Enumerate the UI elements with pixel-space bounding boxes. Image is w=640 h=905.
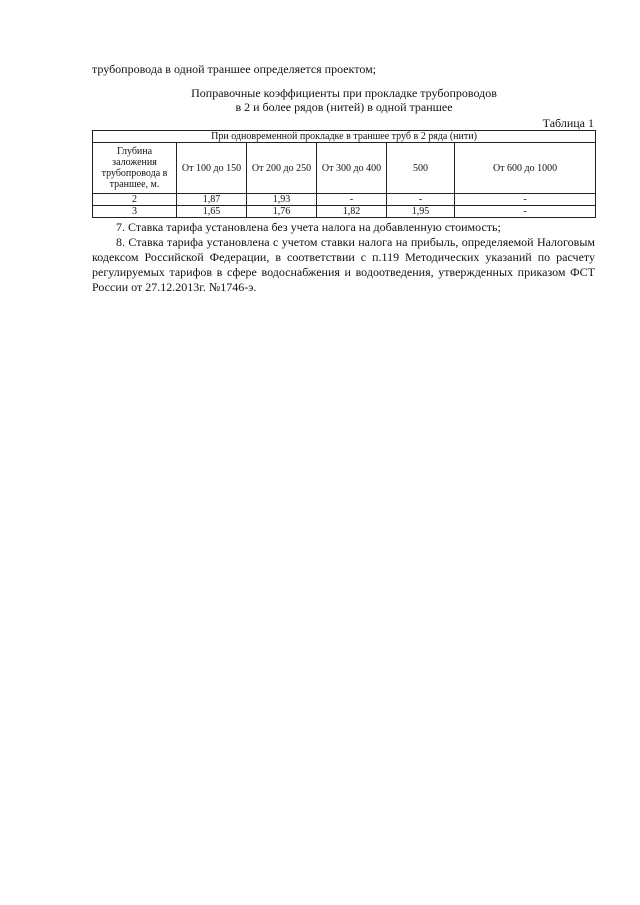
table-cell: 1,93 xyxy=(247,194,317,206)
header-200-250: От 200 до 250 xyxy=(247,143,317,194)
paragraph-8: 8. Ставка тарифа установлена с учетом ставки налога на прибыль, определяемой Налоговым кодексом Российской Федерации, в соответствии с п.119 Методических указаний по расчету регулируемых тарифов в сфере водоснабжения и водоотведения, утвержденных приказом ФСТ России от 27.12.2013г. №1746-э. xyxy=(92,235,595,294)
header-100-150: От 100 до 150 xyxy=(177,143,247,194)
header-300-400: От 300 до 400 xyxy=(317,143,387,194)
table-cell: 2 xyxy=(93,194,177,206)
table-cell: 1,76 xyxy=(247,206,317,218)
table-header-row xyxy=(93,143,596,194)
table-title xyxy=(92,86,596,114)
table-cell: - xyxy=(455,206,596,218)
coefficients-table xyxy=(92,130,596,218)
table-cell: 1,65 xyxy=(177,206,247,218)
table-cell: 1,95 xyxy=(387,206,455,218)
table-title-line-1: Поправочные коэффициенты при прокладке трубопроводов xyxy=(191,86,497,100)
table-cell: - xyxy=(317,194,387,206)
table-label: Таблица 1 xyxy=(542,116,594,130)
header-depth: Глубина заложения трубопровода в траншее, м. xyxy=(93,143,177,194)
table-row xyxy=(93,206,596,218)
table-cell: 3 xyxy=(93,206,177,218)
table-cell: - xyxy=(387,194,455,206)
table-cell: 1,82 xyxy=(317,206,387,218)
table-title-line-2: в 2 и более рядов (нитей) в одной траншее xyxy=(235,100,453,114)
table-row xyxy=(93,194,596,206)
table-cell: - xyxy=(455,194,596,206)
table-cell: 1,87 xyxy=(177,194,247,206)
intro-line: трубопровода в одной траншее определяется проектом; xyxy=(92,62,377,76)
table-caption: При одновременной прокладке в траншее труб в 2 ряда (нити) xyxy=(93,131,596,143)
table-caption-row xyxy=(93,131,596,143)
header-500: 500 xyxy=(387,143,455,194)
header-600-1000: От 600 до 1000 xyxy=(455,143,596,194)
paragraph-7: 7. Ставка тарифа установлена без учета налога на добавленную стоимость; xyxy=(116,220,501,234)
notes-section xyxy=(92,220,595,295)
